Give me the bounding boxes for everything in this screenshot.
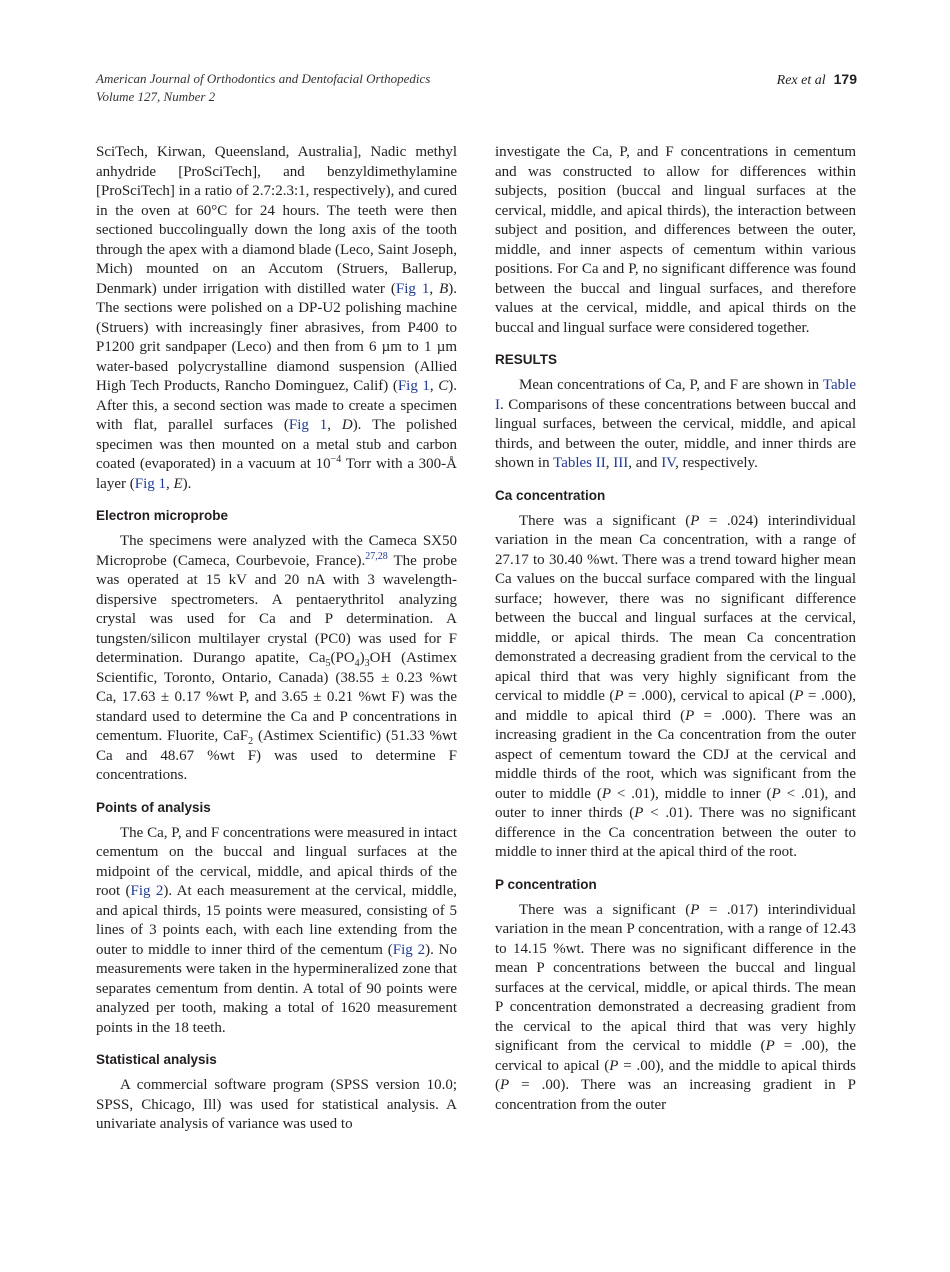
running-header-right xyxy=(777,70,857,90)
table-link[interactable]: Tables II xyxy=(553,455,606,471)
paragraph-electron-microprobe: The specimens were analyzed with the Cameca SX50 Microprobe (Cameca, Courbevoie, France).$^{27,28}$ The probe was operated at 15 kV and 20 nA with 3 wavelength-dispersive spectrometers. A pentaerythritol analyzing crystal was used for Ca and P determination. A tungsten/silicon multilayer crystal (PC0) was used for F determination. Durango apatite, $Ca_5(PO_4)_3OH$ (Astimex Scientific, Toronto, Ontario, Canada) (38.55 ± 0.23 %wt Ca, 17.63 ± 0.17 %wt P, and 3.65 ± 0.21 %wt F) was the standard used to determine the Ca and P concentrations in cementum. Fluorite, CaF$_2$ (Astimex Scientific) (51.33 %wt Ca and 48.67 %wt F) was used to determine F concentrations. xyxy=(96,533,457,783)
section-heading-p-concentration: P concentration xyxy=(495,876,597,892)
section-heading-ca-concentration: Ca concentration xyxy=(495,487,606,503)
table-link[interactable]: Table I xyxy=(495,377,856,413)
section-heading-statistical-analysis: Statistical analysis xyxy=(96,1052,217,1067)
figure-link[interactable]: Fig 1 xyxy=(397,378,430,394)
volume-number: Volume 127, Number 2 xyxy=(96,89,216,104)
paragraph-statistical-analysis: A commercial software program (SPSS version 10.0; SPSS, Chicago, Ill) was used for statistical analysis. A univariate analysis of variance was used to xyxy=(96,1077,457,1132)
paragraph-statistical-continued: investigate the Ca, P, and F concentrations in cementum and was constructed to allow for differences within subjects, position (buccal and lingual surfaces at the cervical, middle, and apical thirds), the interaction between subject and position, and differences between the outer, middle, and inner aspects of cementum within various positions. For Ca and P, no significant difference was found between the buccal and lingual surfaces, and therefore values at the cervical, middle, and apical thirds on the buccal and lingual surface were considered together. xyxy=(495,144,856,336)
left-column xyxy=(96,143,457,1135)
paragraph-points-of-analysis: The Ca, P, and F concentrations were measured in intact cementum on the buccal and lingual surfaces at the midpoint of the cervical, middle, and apical thirds of the root (Fig 2). At each measurement at the cervical, middle, and apical thirds, 15 points were measured, consisting of 5 lines of 3 points each, with each line extending from the outer to middle to inner third of the cementum (Fig 2). No measurements were taken in the hypermineralized zone that separates cementum from dentin. A total of 90 points were analyzed per tooth, making a total of 1620 measurement points in the 18 teeth. xyxy=(96,824,458,1036)
section-heading-electron-microprobe: Electron microprobe xyxy=(96,508,229,523)
right-column xyxy=(495,143,856,1115)
figure-link[interactable]: Fig 1 xyxy=(288,417,328,433)
paragraph-results: Mean concentrations of Ca, P, and F are shown in Table I. Comparisons of these concentrations between buccal and lingual surfaces, between the cervical, middle, and apical thirds, and between the outer, middle, and inner thirds are shown in Tables II, III, and IV, respectively. xyxy=(495,377,856,471)
section-heading-points-of-analysis: Points of analysis xyxy=(96,799,211,815)
paragraph-ca-concentration: There was a significant (P = .024) interindividual variation in the mean Ca concentration, with a range of 27.17 to 30.40 %wt. There was a trend toward higher mean Ca values on the buccal surface compared with the lingual surface; however, there was no significant difference between the buccal and lingual surfaces at the cervical, middle, or apical thirds. The mean Ca concentration demonstrated a decreasing gradient from the cervical to the apical third that was very highly significant from the cervical to middle (P = .000), cervical to apical (P = .000), and middle to apical third (P = .000). There was an increasing gradient in the Ca concentration from the outer aspect of cementum toward the CDJ at the cervical and middle thirds of the root, which was significant from the outer to middle (P < .01), middle to inner (P < .01), and outer to inner thirds (P < .01). There was no significant difference in the Ca concentration between the outer to middle to inner third at the apical third of the root. xyxy=(495,512,856,860)
table-link[interactable]: III xyxy=(613,455,629,471)
figure-link[interactable]: Fig 1 xyxy=(134,475,166,492)
reference-link[interactable]: 27,28 xyxy=(365,550,388,562)
paragraph-p-concentration: There was a significant (P = .017) interindividual variation in the mean P concentration, with a range of 12.43 to 14.15 %wt. There was no significant difference in the mean P concentrations between the buccal and lingual surfaces at the cervical, middle, or apical thirds. The mean P concentration demonstrated a decreasing gradient from the cervical to the apical third that was very highly significant from the cervical to middle (P = .00), the cervical to apical (P = .00), and the middle to apical thirds (P = .00). There was an increasing gradient in P concentration from the outer xyxy=(495,901,856,1113)
figure-link[interactable]: Fig 2 xyxy=(392,941,426,958)
figure-link[interactable]: Fig 2 xyxy=(130,883,164,899)
section-heading-results: RESULTS xyxy=(495,352,558,367)
paragraph-specimen-preparation: SciTech, Kirwan, Queensland, Australia], Nadic methyl anhydride [ProSciTech], and benzyldimethylamine [ProSciTech] in a ratio of 2.7:2.3:1, respectively), and cured in the oven at 60°C for 24 hours. The teeth were then sectioned buccolingually down the long axis of the tooth through the apex with a diamond blade (Leco, Saint Joseph, Mich) mounted on an Accutom (Struers, Ballerup, Denmark) under irrigation with distilled water (Fig 1, B). The sections were polished on a DP-U2 polishing machine (Struers) with increasingly finer abrasives, from P400 to P1200 grit sandpaper (Leco) and then from 6 µm to 1 µm water-based polycrystalline diamond suspension (Allied High Tech Products, Rancho Dominguez, Calif) (Fig 1, C). After this, a second section was made to create a specimen with flat, parallel surfaces (Fig 1, D). The polished specimen was then mounted on a metal stub and carbon coated (evaporated) in a vacuum at $10^{-4}$ Torr with a 300-Å layer (Fig 1, E). xyxy=(96,144,458,492)
running-header xyxy=(96,70,430,106)
page-number: 179 xyxy=(833,71,857,87)
figure-link[interactable]: Fig 1 xyxy=(395,280,430,297)
journal-title: American Journal of Orthodontics and Dentofacial Orthopedics xyxy=(96,71,431,86)
author-running-head: Rex et al xyxy=(776,73,826,88)
table-link[interactable]: IV xyxy=(661,455,676,471)
